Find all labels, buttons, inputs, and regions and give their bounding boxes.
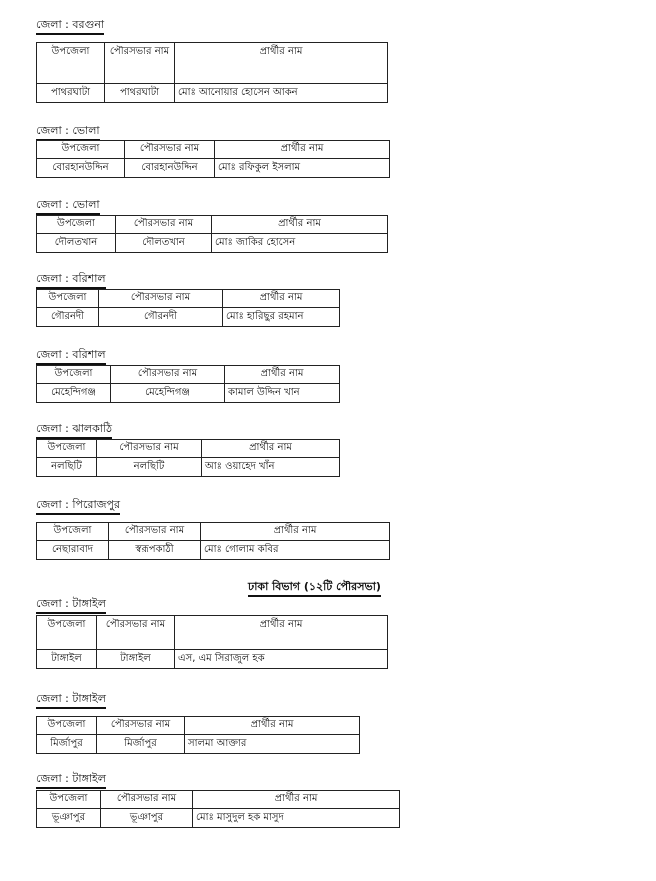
header-candidate: প্রার্থীর নাম <box>212 216 388 234</box>
header-municipality: পৌরসভার নাম <box>111 366 225 384</box>
header-upazila: উপজেলা <box>37 440 97 458</box>
district-heading-jhalokathi: জেলা : ঝালকাঠি <box>36 422 112 439</box>
cell-candidate: মোঃ রফিকুল ইসলাম <box>215 159 390 178</box>
cell-municipality: দৌলতখান <box>116 234 212 253</box>
cell-upazila: পাথরঘাটা <box>37 84 105 103</box>
cell-municipality: মেহেন্দিগঞ্জ <box>111 384 225 403</box>
cell-candidate: আঃ ওয়াহেদ খাঁন <box>202 458 340 477</box>
header-upazila: উপজেলা <box>37 43 105 84</box>
header-municipality: পৌরসভার নাম <box>97 717 185 735</box>
cell-municipality: পাথরঘাটা <box>105 84 175 103</box>
cell-upazila: নলছিটি <box>37 458 97 477</box>
candidate-table-tangail <box>36 716 360 754</box>
header-upazila: উপজেলা <box>37 141 125 159</box>
header-upazila: উপজেলা <box>37 717 97 735</box>
header-municipality: পৌরসভার নাম <box>97 616 175 650</box>
cell-candidate: এস, এম সিরাজুল হক <box>175 650 388 669</box>
header-municipality: পৌরসভার নাম <box>97 440 202 458</box>
cell-upazila: নেছারাবাদ <box>37 541 109 560</box>
cell-upazila: বোরহানউদ্দিন <box>37 159 125 178</box>
district-heading-tangail: জেলা : টাঙ্গাইল <box>36 772 106 789</box>
header-candidate: প্রার্থীর নাম <box>215 141 390 159</box>
cell-upazila: দৌলতখান <box>37 234 116 253</box>
cell-municipality: টাঙ্গাইল <box>97 650 175 669</box>
cell-candidate: মোঃ গোলাম কবির <box>201 541 390 560</box>
cell-candidate: মোঃ হারিছুর রহমান <box>223 308 340 327</box>
cell-upazila: গৌরনদী <box>37 308 99 327</box>
candidate-table-barguna <box>36 42 388 103</box>
header-municipality: পৌরসভার নাম <box>125 141 215 159</box>
cell-upazila: মির্জাপুর <box>37 735 97 754</box>
cell-municipality: গৌরনদী <box>99 308 223 327</box>
header-upazila: উপজেলা <box>37 216 116 234</box>
district-heading-barguna: জেলা : বরগুনা <box>36 18 104 35</box>
header-upazila: উপজেলা <box>37 523 109 541</box>
cell-candidate: কামাল উদ্দিন খান <box>225 384 340 403</box>
candidate-table-barishal <box>36 289 340 327</box>
header-candidate: প্রার্থীর নাম <box>175 616 388 650</box>
header-candidate: প্রার্থীর নাম <box>193 791 400 809</box>
district-heading-barishal: জেলা : বরিশাল <box>36 272 106 289</box>
header-candidate: প্রার্থীর নাম <box>225 366 340 384</box>
header-upazila: উপজেলা <box>37 290 99 308</box>
district-heading-tangail: জেলা : টাঙ্গাইল <box>36 692 106 709</box>
district-heading-bhola: জেলা : ভোলা <box>36 198 100 215</box>
header-upazila: উপজেলা <box>37 616 97 650</box>
header-municipality: পৌরসভার নাম <box>105 43 175 84</box>
header-candidate: প্রার্থীর নাম <box>175 43 388 84</box>
cell-upazila: টাঙ্গাইল <box>37 650 97 669</box>
candidate-table-bhola <box>36 215 388 253</box>
cell-municipality: নলছিটি <box>97 458 202 477</box>
cell-candidate: মোঃ মাসুদুল হক মাসুদ <box>193 809 400 828</box>
header-municipality: পৌরসভার নাম <box>101 791 193 809</box>
district-heading-bhola: জেলা : ভোলা <box>36 124 100 141</box>
candidate-table-barishal <box>36 365 340 403</box>
district-heading-tangail: জেলা : টাঙ্গাইল <box>36 597 106 614</box>
cell-candidate: মোঃ জাকির হোসেন <box>212 234 388 253</box>
candidate-table-tangail <box>36 790 400 828</box>
cell-candidate: মোঃ আনোয়ার হোসেন আকন <box>175 84 388 103</box>
district-heading-barishal: জেলা : বরিশাল <box>36 348 106 365</box>
division-title: ঢাকা বিভাগ (১২টি পৌরসভা) <box>248 580 381 597</box>
header-candidate: প্রার্থীর নাম <box>201 523 390 541</box>
header-upazila: উপজেলা <box>37 366 111 384</box>
cell-municipality: ভূঞাপুর <box>101 809 193 828</box>
candidate-table-jhalokathi <box>36 439 340 477</box>
cell-municipality: স্বরূপকাঠী <box>109 541 201 560</box>
header-upazila: উপজেলা <box>37 791 101 809</box>
cell-candidate: সালমা আক্তার <box>185 735 360 754</box>
header-candidate: প্রার্থীর নাম <box>185 717 360 735</box>
cell-municipality: বোরহানউদ্দিন <box>125 159 215 178</box>
candidate-table-tangail <box>36 615 388 669</box>
header-municipality: পৌরসভার নাম <box>116 216 212 234</box>
candidate-table-bhola <box>36 140 390 178</box>
district-heading-pirojpur: জেলা : পিরোজপুর <box>36 498 120 515</box>
header-municipality: পৌরসভার নাম <box>99 290 223 308</box>
cell-upazila: ভূঞাপুর <box>37 809 101 828</box>
header-candidate: প্রার্থীর নাম <box>202 440 340 458</box>
header-municipality: পৌরসভার নাম <box>109 523 201 541</box>
candidate-table-pirojpur <box>36 522 390 560</box>
cell-upazila: মেহেন্দিগঞ্জ <box>37 384 111 403</box>
cell-municipality: মির্জাপুর <box>97 735 185 754</box>
header-candidate: প্রার্থীর নাম <box>223 290 340 308</box>
